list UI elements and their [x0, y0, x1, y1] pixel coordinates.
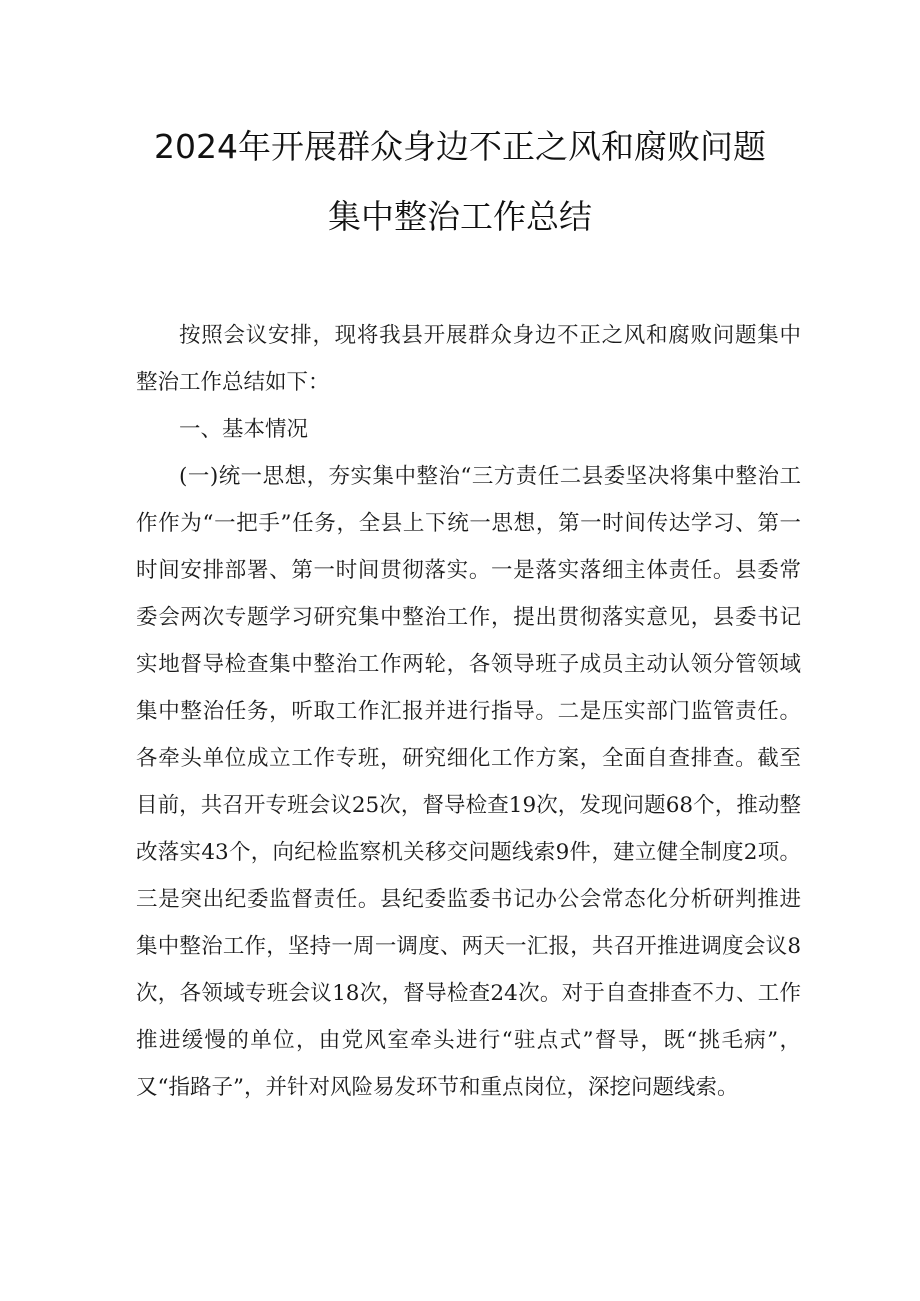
document-title-line-2: 集中整治工作总结	[328, 197, 592, 236]
document-body	[136, 312, 801, 1111]
document-title-line-1: 2024年开展群众身边不正之风和腐败问题	[154, 127, 766, 166]
section-heading-basic-situation: 一、基本情况	[179, 417, 309, 442]
section-1-paragraph-1: (一)统一思想，夯实集中整治“三方责任二县委坚决将集中整治工作作为“一把手”任务，全县上下统一思想，第一时间传达学习、第一时间安排部署、第一时间贯彻落实。一是落实落细主体责任。县委常委会两次专题学习研究集中整治工作，提出贯彻落实意见，县委书记实地督导检查集中整治工作两轮，各领导班子成员主动认领分管领域集中整治任务，听取工作汇报并进行指导。二是压实部门监管责任。各牵头单位成立工作专班，研究细化工作方案，全面自查排查。截至目前，共召开专班会议25次，督导检查19次，发现问题68个，推动整改落实43个，向纪检监察机关移交问题线索9件，建立健全制度2项。三是突出纪委监督责任。县纪委监委书记办公会常态化分析研判推进集中整治工作，坚持一周一调度、两天一汇报，共召开推进调度会议8次，各领域专班会议18次，督导检查24次。对于自查排查不力、工作推进缓慢的单位，由党风室牵头进行“驻点式”督导，既“挑毛病”，又“指路子”，并针对风险易发环节和重点岗位，深挖问题线索。	[136, 464, 802, 1100]
intro-paragraph: 按照会议安排，现将我县开展群众身边不正之风和腐败问题集中整治工作总结如下：	[136, 323, 801, 395]
